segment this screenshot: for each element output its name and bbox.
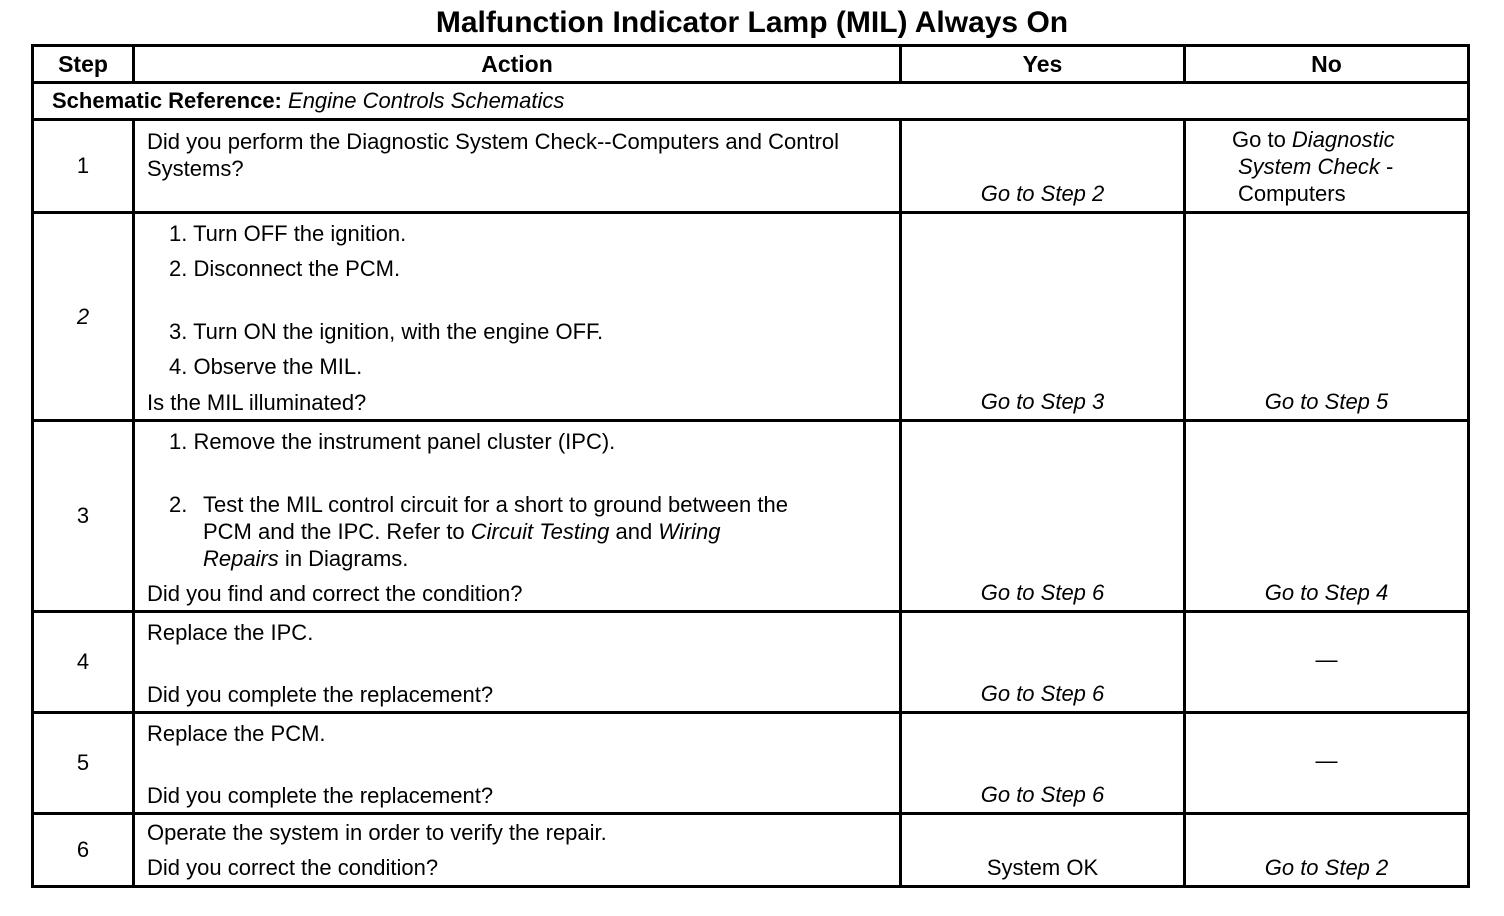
instruction-text: Replace the IPC. [147,619,314,645]
no-answer-link: Diagnostic [1291,127,1395,153]
yes-answer: Go to Step 2 [901,120,1185,213]
no-answer-text: Go to [1232,127,1292,153]
text: in Diagrams. [278,546,409,572]
reference-link: Repairs [203,546,279,572]
schematic-row [33,83,1469,120]
no-answer: Go to Step 4 [1185,421,1469,611]
list-item: 1. Remove the instrument panel cluster (IPC). [169,429,616,455]
step-number: 6 [33,813,134,886]
no-answer: Go to Step 2 [1185,813,1469,886]
reference-link: Wiring [658,519,721,545]
diagnostic-table-container [31,44,1467,888]
yes-answer: System OK [901,813,1185,886]
step-number: 2 [33,213,134,421]
no-answer-line2 [1238,154,1393,180]
no-answer-line1 [1232,127,1395,153]
list-item-number: 2. [169,492,188,518]
question-text: Did you complete the replacement? [147,782,494,808]
list-item-continuation [203,546,408,572]
list-item: 4. Observe the MIL. [169,354,363,380]
no-answer-link: System Check [1238,154,1380,180]
action-cell [134,712,901,813]
page-title: Malfunction Indicator Lamp (MIL) Always On [435,6,1069,39]
yes-answer: Go to Step 6 [901,421,1185,611]
text: PCM and the IPC. Refer to [203,519,471,545]
step-number: 5 [33,712,134,813]
no-answer-line3: Computers [1238,181,1346,207]
yes-answer: Go to Step 3 [901,213,1185,421]
table-row [33,712,1469,813]
yes-answer: Go to Step 6 [901,712,1185,813]
header-step: Step [33,46,134,83]
action-text: Did you perform the Diagnostic System Check--Computers and Control Systems? [147,129,840,182]
question-text: Did you correct the condition? [147,854,439,880]
step-number: 3 [33,421,134,611]
instruction-text: Operate the system in order to verify the repair. [147,819,607,845]
no-answer: Go to Step 5 [1185,213,1469,421]
table-row [33,120,1469,213]
step-number: 1 [33,120,134,213]
list-item: 1. Turn OFF the ignition. [169,221,407,247]
header-yes: Yes [901,46,1185,83]
action-cell [134,213,901,421]
table-row [33,611,1469,712]
question-text: Did you find and correct the condition? [147,581,523,607]
question-text: Did you complete the replacement? [147,681,494,707]
yes-answer: Go to Step 6 [901,611,1185,712]
table-row [33,213,1469,421]
header-no: No [1185,46,1469,83]
list-item-continuation [203,519,720,545]
diagnostic-table [31,44,1470,888]
list-item: 2. Disconnect the PCM. [169,256,401,282]
reference-link: Circuit Testing [470,519,610,545]
action-cell [134,421,901,611]
text: and [609,519,659,545]
step-number: 4 [33,611,134,712]
header-action: Action [134,46,901,83]
schematic-reference [33,83,1469,120]
no-answer-text: - [1379,154,1394,180]
question-text: Is the MIL illuminated? [147,390,367,416]
action-cell [134,120,901,213]
schematic-value: Engine Controls Schematics [288,88,565,114]
table-row [33,421,1469,611]
schematic-label: Schematic Reference: [52,88,282,114]
no-answer [1185,120,1469,213]
instruction-text: Replace the PCM. [147,720,326,746]
action-cell [134,813,901,886]
no-answer: — [1185,712,1469,813]
list-item: 3. Turn ON the ignition, with the engine OFF. [169,319,604,345]
header-row [33,46,1469,83]
table-row [33,813,1469,886]
no-answer: — [1185,611,1469,712]
list-item: Test the MIL control circuit for a short to ground between the [203,492,788,518]
action-cell [134,611,901,712]
